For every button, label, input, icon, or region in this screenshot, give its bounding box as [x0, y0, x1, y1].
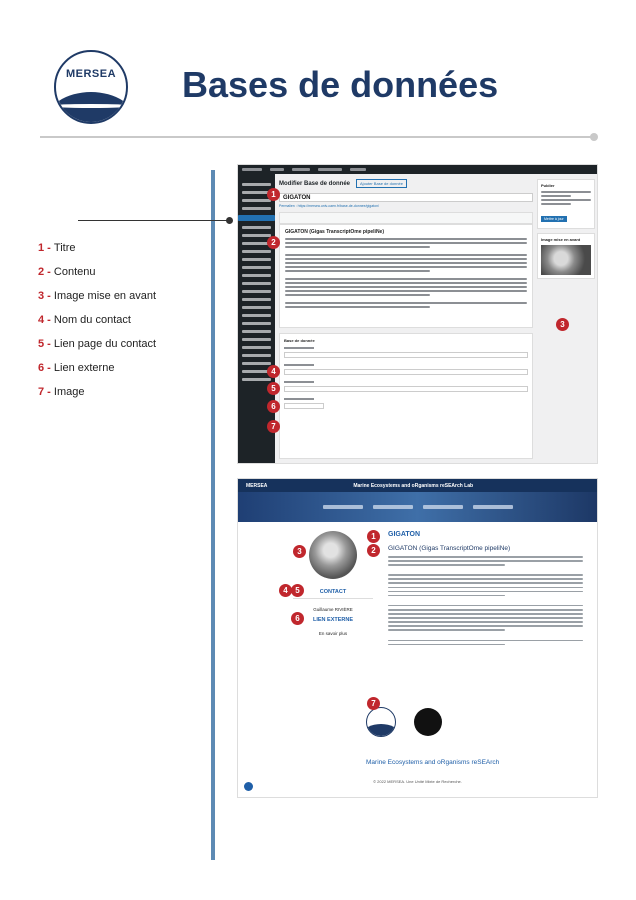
admin-topbar — [238, 165, 597, 174]
badge-1: 1 — [267, 188, 280, 201]
badge-2-site: 2 — [367, 544, 380, 557]
site-tagline: Marine Ecosystems and oRganisms reSEArch — [366, 759, 500, 766]
contact-label: CONTACT — [293, 589, 373, 599]
site-header: MERSEA Marine Ecosystems and oRganisms reSEArch Lab — [238, 479, 597, 492]
divider-dot — [590, 133, 598, 141]
database-fields-box — [279, 333, 533, 459]
admin-edit-area — [279, 179, 533, 459]
add-new-button[interactable]: Ajouter Base de donnée — [356, 179, 407, 188]
contact-name-field[interactable] — [284, 352, 528, 358]
legend-item: 2 - Contenu — [38, 266, 96, 278]
site-nav-title: Marine Ecosystems and oRganisms reSEArch Lab — [353, 482, 474, 489]
external-link-label: LIEN EXTERNE — [312, 617, 354, 623]
badge-5: 5 — [267, 382, 280, 395]
editor-toolbar[interactable] — [279, 212, 533, 224]
edit-heading: Modifier Base de donnée Ajouter Base de donnée — [279, 179, 533, 188]
badge-6-site: 6 — [291, 612, 304, 625]
logo-text: MERSEA — [65, 68, 117, 80]
legend-item: 1 - Titre — [38, 242, 76, 254]
legend-item: 3 - Image mise en avant — [38, 290, 157, 302]
site-left-column — [293, 531, 373, 636]
scroll-top-icon[interactable] — [244, 782, 253, 791]
badge-1-site: 1 — [367, 530, 380, 543]
legend-item: 4 - Nom du contact — [38, 314, 131, 326]
badge-5-site: 5 — [291, 584, 304, 597]
logo-wave-line — [54, 104, 128, 108]
badge-7-site: 7 — [367, 697, 380, 710]
badge-3-site: 3 — [293, 545, 306, 558]
mersea-small-logo — [366, 707, 396, 737]
content-editor[interactable] — [279, 224, 533, 328]
legend-item: 6 - Lien externe — [38, 362, 115, 374]
contact-page-field[interactable] — [284, 369, 528, 375]
connector-dot — [226, 217, 233, 224]
update-button[interactable]: Mettre à jour — [541, 216, 567, 222]
admin-screenshot — [237, 164, 598, 464]
legend-connector-line — [78, 220, 228, 221]
university-logo — [414, 708, 442, 736]
badge-3: 3 — [556, 318, 569, 331]
badge-2: 2 — [267, 236, 280, 249]
logo-wave — [54, 92, 128, 124]
publish-panel: Publier Mettre à jour — [537, 179, 595, 229]
featured-image — [309, 531, 357, 579]
site-main-content — [388, 531, 583, 648]
legend-item: 5 - Lien page du contact — [38, 338, 157, 350]
legend-item: 7 - Image — [38, 386, 85, 398]
admin-sidebar — [238, 174, 275, 463]
site-screenshot — [237, 478, 598, 798]
featured-image-thumb[interactable] — [541, 245, 591, 275]
badge-4-site: 4 — [279, 584, 292, 597]
mersea-logo — [54, 50, 128, 124]
badge-6: 6 — [267, 400, 280, 413]
permalink[interactable]: Permalien : https://mersea.univ-caen.fr/base-de-donnee/gigaton/ — [279, 204, 380, 208]
partner-logos — [366, 707, 442, 737]
badge-4: 4 — [267, 365, 280, 378]
image-field[interactable] — [284, 403, 324, 409]
box-title: Base de donnée — [284, 338, 315, 343]
site-banner — [238, 492, 597, 522]
title-input[interactable]: GIGATON — [279, 193, 533, 202]
item-heading: GIGATON (Gigas TranscriptOme pipeliNe) — [388, 545, 511, 552]
site-footer: © 2022 MERSEA. Une Unité Mixte de Recherche. — [373, 779, 462, 784]
external-link-field[interactable] — [284, 386, 528, 392]
badge-7: 7 — [267, 420, 280, 433]
featured-image-panel: Image mise en avant — [537, 233, 595, 279]
content-heading: GIGATON (Gigas TranscriptOme pipeliNe) — [285, 229, 385, 235]
contact-name-link[interactable]: Guillaume RIVIÈRE — [313, 607, 353, 612]
page-title: Bases de données — [182, 64, 499, 105]
title-divider — [40, 136, 595, 138]
item-title: GIGATON — [388, 531, 421, 538]
legend-list — [38, 236, 156, 404]
more-link[interactable]: En savoir plus — [318, 631, 348, 636]
vertical-accent-bar — [211, 170, 215, 860]
